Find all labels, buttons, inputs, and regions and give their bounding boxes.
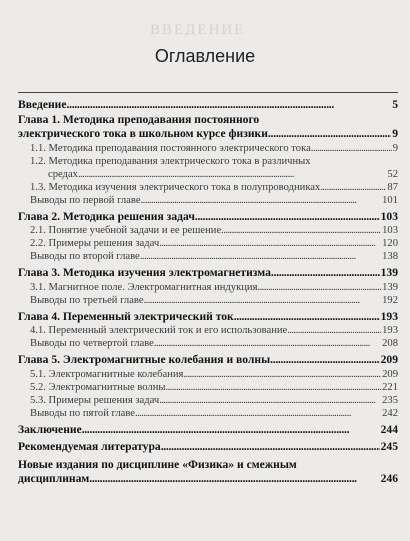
dot-leader bbox=[135, 407, 381, 420]
dot-leader bbox=[140, 250, 381, 263]
toc-entry-section-3-1[interactable]: 3.1. Магнитное поле. Электромагнитная индукция . . . 139 bbox=[18, 281, 398, 294]
toc-entry-chapter-3[interactable]: Глава 3. Методика изучения электромагнетизма . . . 139 bbox=[18, 266, 398, 281]
dot-leader bbox=[257, 281, 381, 294]
dot-leader bbox=[89, 472, 379, 487]
dot-leader bbox=[311, 142, 392, 155]
dot-leader bbox=[287, 324, 381, 337]
toc-entry-section-5-1[interactable]: 5.1. Электромагнитные колебания . . . 209 bbox=[18, 368, 398, 381]
toc-entry-section-1-2[interactable]: 1.2. Методика преподавания электрического тока в различных средах . . . 52 bbox=[18, 155, 398, 181]
toc-entry-chapter-5[interactable]: Глава 5. Электромагнитные колебания и волны . . . 209 bbox=[18, 353, 398, 368]
toc-entry-section-5-2[interactable]: 5.2. Электромагнитные волны . . . 221 bbox=[18, 381, 398, 394]
toc-entry-section-1-3[interactable]: 1.3. Методика изучения электрического тока в полупроводниках . . . 87 bbox=[18, 181, 398, 194]
dot-leader bbox=[270, 353, 379, 368]
toc-entry-section-4-1[interactable]: 4.1. Переменный электрический ток и его использование . . . 193 bbox=[18, 324, 398, 337]
toc-entry-section-5-3[interactable]: 5.3. Примеры решения задач . . . 235 bbox=[18, 394, 398, 407]
toc-entry-introduction[interactable]: Введение . . . 5 bbox=[18, 98, 398, 113]
toc-entry-chapter-2[interactable]: Глава 2. Методика решения задач . . . 103 bbox=[18, 210, 398, 225]
dot-leader bbox=[154, 337, 381, 350]
page-title: Оглавление bbox=[154, 46, 256, 66]
dot-leader bbox=[195, 210, 380, 225]
toc-entry-literature[interactable]: Рекомендуемая литература . . . 245 bbox=[18, 440, 398, 455]
title-divider bbox=[18, 92, 398, 93]
toc-entry-conclusions-4[interactable]: Выводы по четвертой главе . . . 208 bbox=[18, 337, 398, 350]
dot-leader bbox=[234, 310, 380, 325]
dot-leader bbox=[67, 98, 392, 113]
dot-leader bbox=[144, 294, 382, 307]
dot-leader bbox=[165, 381, 381, 394]
toc-entry-section-2-2[interactable]: 2.2. Примеры решения задач . . . 120 bbox=[18, 237, 398, 250]
dot-leader bbox=[141, 194, 382, 207]
dot-leader bbox=[221, 224, 381, 237]
bleed-through-heading: ВВЕДЕНИЕ bbox=[150, 22, 246, 38]
dot-leader bbox=[183, 368, 381, 381]
dot-leader bbox=[78, 168, 386, 181]
toc-entry-chapter-4[interactable]: Глава 4. Переменный электрический ток . . . 193 bbox=[18, 310, 398, 325]
toc-entry-conclusions-2[interactable]: Выводы по второй главе . . . 138 bbox=[18, 250, 398, 263]
dot-leader bbox=[268, 127, 391, 142]
dot-leader bbox=[320, 181, 386, 194]
toc-entry-conclusions-3[interactable]: Выводы по третьей главе . . . 192 bbox=[18, 294, 398, 307]
toc-entry-chapter-1[interactable]: Глава 1. Методика преподавания постоянного электрического тока в школьном курсе физики . . . 9 bbox=[18, 113, 398, 142]
toc-entry-new-editions[interactable]: Новые издания по дисциплине «Физика» и смежным дисциплинам . . . 246 bbox=[18, 458, 398, 487]
dot-leader bbox=[82, 423, 380, 438]
toc-entry-conclusions-1[interactable]: Выводы по первой главе . . . 101 bbox=[18, 194, 398, 207]
toc-entry-section-1-1[interactable]: 1.1. Методика преподавания постоянного электрического тока . . . 9 bbox=[18, 142, 398, 155]
dot-leader bbox=[161, 440, 380, 455]
dot-leader bbox=[159, 394, 381, 407]
dot-leader bbox=[271, 266, 380, 281]
toc-entry-conclusions-5[interactable]: Выводы по пятой главе . . . 242 bbox=[18, 407, 398, 420]
table-of-contents bbox=[18, 95, 398, 487]
toc-entry-conclusion[interactable]: Заключение . . . 244 bbox=[18, 423, 398, 438]
toc-entry-section-2-1[interactable]: 2.1. Понятие учебной задачи и ее решение . . . 103 bbox=[18, 224, 398, 237]
dot-leader bbox=[159, 237, 381, 250]
